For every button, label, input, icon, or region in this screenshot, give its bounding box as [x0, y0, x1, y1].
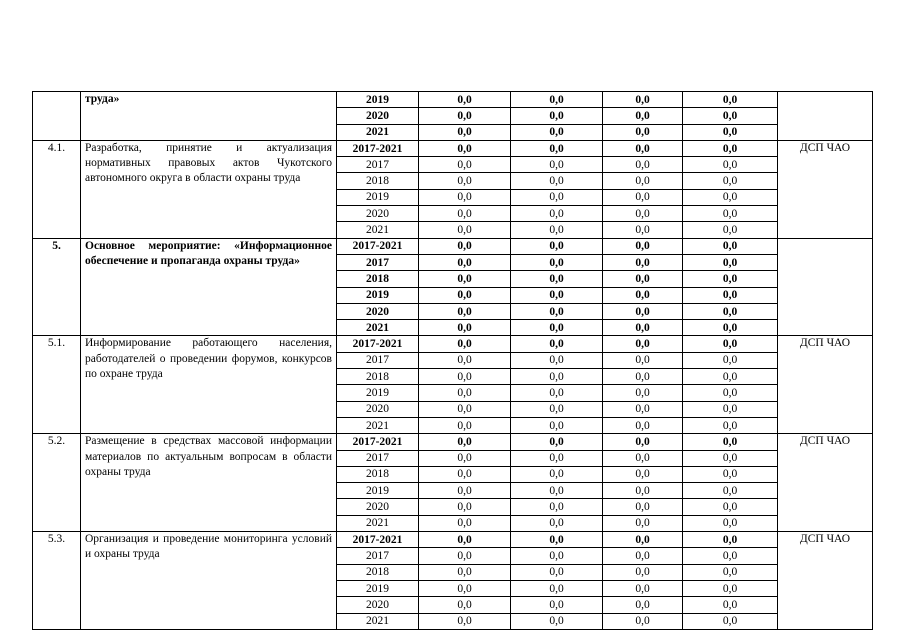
value-cell: 0,0: [603, 369, 683, 385]
year-cell: 2020: [337, 303, 419, 319]
year-cell: 2018: [337, 173, 419, 189]
value-cell: 0,0: [603, 515, 683, 531]
value-cell: 0,0: [683, 140, 778, 156]
value-cell: 0,0: [603, 157, 683, 173]
value-cell: 0,0: [419, 417, 511, 433]
value-cell: 0,0: [511, 613, 603, 629]
value-cell: 0,0: [419, 206, 511, 222]
executor-cell: [778, 238, 873, 336]
year-cell: 2018: [337, 271, 419, 287]
value-cell: 0,0: [683, 369, 778, 385]
value-cell: 0,0: [419, 173, 511, 189]
value-cell: 0,0: [419, 483, 511, 499]
year-cell: 2017: [337, 450, 419, 466]
value-cell: 0,0: [511, 108, 603, 124]
value-cell: 0,0: [419, 124, 511, 140]
value-cell: 0,0: [683, 532, 778, 548]
value-cell: 0,0: [419, 385, 511, 401]
year-cell: 2019: [337, 189, 419, 205]
year-cell: 2021: [337, 613, 419, 629]
value-cell: 0,0: [419, 466, 511, 482]
value-cell: 0,0: [511, 140, 603, 156]
value-cell: 0,0: [419, 238, 511, 254]
value-cell: 0,0: [419, 515, 511, 531]
value-cell: 0,0: [419, 434, 511, 450]
executor-cell: ДСП ЧАО: [778, 434, 873, 532]
value-cell: 0,0: [511, 483, 603, 499]
year-cell: 2019: [337, 385, 419, 401]
value-cell: 0,0: [603, 483, 683, 499]
value-cell: 0,0: [511, 450, 603, 466]
value-cell: 0,0: [511, 336, 603, 352]
value-cell: 0,0: [603, 385, 683, 401]
value-cell: 0,0: [511, 303, 603, 319]
value-cell: 0,0: [683, 385, 778, 401]
value-cell: 0,0: [603, 303, 683, 319]
value-cell: 0,0: [683, 336, 778, 352]
item-number: 5.3.: [33, 532, 81, 630]
table-row: [33, 92, 873, 108]
value-cell: 0,0: [603, 352, 683, 368]
value-cell: 0,0: [603, 254, 683, 270]
value-cell: 0,0: [603, 206, 683, 222]
value-cell: 0,0: [683, 450, 778, 466]
value-cell: 0,0: [683, 466, 778, 482]
value-cell: 0,0: [683, 287, 778, 303]
executor-cell: ДСП ЧАО: [778, 140, 873, 238]
year-cell: 2018: [337, 369, 419, 385]
year-cell: 2021: [337, 417, 419, 433]
value-cell: 0,0: [511, 189, 603, 205]
value-cell: 0,0: [683, 613, 778, 629]
value-cell: 0,0: [419, 157, 511, 173]
value-cell: 0,0: [603, 613, 683, 629]
year-cell: 2018: [337, 564, 419, 580]
value-cell: 0,0: [683, 597, 778, 613]
value-cell: 0,0: [511, 352, 603, 368]
year-cell: 2019: [337, 287, 419, 303]
value-cell: 0,0: [419, 303, 511, 319]
value-cell: 0,0: [419, 254, 511, 270]
year-cell: 2021: [337, 124, 419, 140]
table-row: [33, 532, 873, 548]
value-cell: 0,0: [419, 499, 511, 515]
value-cell: 0,0: [603, 92, 683, 108]
value-cell: 0,0: [511, 401, 603, 417]
item-name: труда»: [81, 92, 337, 141]
value-cell: 0,0: [683, 238, 778, 254]
value-cell: 0,0: [603, 597, 683, 613]
value-cell: 0,0: [603, 580, 683, 596]
table-row: [33, 238, 873, 254]
value-cell: 0,0: [511, 287, 603, 303]
value-cell: 0,0: [511, 238, 603, 254]
value-cell: 0,0: [419, 108, 511, 124]
value-cell: 0,0: [683, 483, 778, 499]
value-cell: 0,0: [683, 108, 778, 124]
value-cell: 0,0: [419, 222, 511, 238]
year-cell: 2018: [337, 466, 419, 482]
value-cell: 0,0: [603, 222, 683, 238]
year-cell: 2017-2021: [337, 336, 419, 352]
value-cell: 0,0: [683, 580, 778, 596]
value-cell: 0,0: [683, 157, 778, 173]
value-cell: 0,0: [511, 417, 603, 433]
value-cell: 0,0: [511, 515, 603, 531]
value-cell: 0,0: [419, 613, 511, 629]
value-cell: 0,0: [511, 124, 603, 140]
year-cell: 2020: [337, 401, 419, 417]
year-cell: 2017-2021: [337, 532, 419, 548]
item-number: 4.1.: [33, 140, 81, 238]
year-cell: 2017-2021: [337, 140, 419, 156]
value-cell: 0,0: [511, 385, 603, 401]
value-cell: 0,0: [603, 532, 683, 548]
year-cell: 2017: [337, 157, 419, 173]
value-cell: 0,0: [511, 580, 603, 596]
table-body: [33, 92, 873, 630]
item-name: Разработка, принятие и актуализация нормативных правовых актов Чукотского автономного округа в области охраны труда: [81, 140, 337, 238]
value-cell: 0,0: [603, 564, 683, 580]
value-cell: 0,0: [683, 189, 778, 205]
value-cell: 0,0: [603, 108, 683, 124]
value-cell: 0,0: [683, 515, 778, 531]
item-name: Основное мероприятие: «Информационное обеспечение и пропаганда охраны труда»: [81, 238, 337, 336]
year-cell: 2020: [337, 206, 419, 222]
value-cell: 0,0: [603, 124, 683, 140]
value-cell: 0,0: [511, 597, 603, 613]
value-cell: 0,0: [511, 254, 603, 270]
value-cell: 0,0: [419, 336, 511, 352]
value-cell: 0,0: [419, 532, 511, 548]
executor-cell: ДСП ЧАО: [778, 532, 873, 630]
value-cell: 0,0: [511, 92, 603, 108]
value-cell: 0,0: [603, 450, 683, 466]
value-cell: 0,0: [683, 303, 778, 319]
value-cell: 0,0: [511, 173, 603, 189]
value-cell: 0,0: [511, 320, 603, 336]
value-cell: 0,0: [603, 466, 683, 482]
year-cell: 2021: [337, 320, 419, 336]
value-cell: 0,0: [683, 320, 778, 336]
value-cell: 0,0: [419, 580, 511, 596]
value-cell: 0,0: [683, 222, 778, 238]
executor-cell: [778, 92, 873, 141]
value-cell: 0,0: [511, 271, 603, 287]
value-cell: 0,0: [511, 434, 603, 450]
year-cell: 2020: [337, 108, 419, 124]
value-cell: 0,0: [419, 369, 511, 385]
table-row: [33, 434, 873, 450]
value-cell: 0,0: [683, 92, 778, 108]
value-cell: 0,0: [419, 352, 511, 368]
year-cell: 2017: [337, 548, 419, 564]
value-cell: 0,0: [419, 450, 511, 466]
value-cell: 0,0: [603, 287, 683, 303]
value-cell: 0,0: [419, 189, 511, 205]
value-cell: 0,0: [683, 173, 778, 189]
value-cell: 0,0: [419, 92, 511, 108]
value-cell: 0,0: [603, 417, 683, 433]
value-cell: 0,0: [603, 548, 683, 564]
value-cell: 0,0: [511, 466, 603, 482]
year-cell: 2017-2021: [337, 238, 419, 254]
table-row: [33, 140, 873, 156]
table-row: [33, 336, 873, 352]
value-cell: 0,0: [603, 401, 683, 417]
value-cell: 0,0: [511, 206, 603, 222]
item-number: [33, 92, 81, 141]
value-cell: 0,0: [603, 336, 683, 352]
item-number: 5.: [33, 238, 81, 336]
value-cell: 0,0: [511, 548, 603, 564]
item-number: 5.1.: [33, 336, 81, 434]
value-cell: 0,0: [511, 564, 603, 580]
year-cell: 2017: [337, 352, 419, 368]
value-cell: 0,0: [603, 238, 683, 254]
year-cell: 2021: [337, 222, 419, 238]
value-cell: 0,0: [683, 548, 778, 564]
value-cell: 0,0: [683, 564, 778, 580]
value-cell: 0,0: [419, 271, 511, 287]
value-cell: 0,0: [603, 140, 683, 156]
item-number: 5.2.: [33, 434, 81, 532]
year-cell: 2021: [337, 515, 419, 531]
program-funding-table: [32, 91, 873, 630]
year-cell: 2020: [337, 597, 419, 613]
value-cell: 0,0: [683, 401, 778, 417]
value-cell: 0,0: [683, 352, 778, 368]
value-cell: 0,0: [511, 222, 603, 238]
year-cell: 2020: [337, 499, 419, 515]
value-cell: 0,0: [683, 271, 778, 287]
value-cell: 0,0: [419, 140, 511, 156]
value-cell: 0,0: [683, 499, 778, 515]
value-cell: 0,0: [419, 287, 511, 303]
year-cell: 2019: [337, 92, 419, 108]
value-cell: 0,0: [603, 173, 683, 189]
year-cell: 2019: [337, 483, 419, 499]
value-cell: 0,0: [419, 401, 511, 417]
value-cell: 0,0: [603, 320, 683, 336]
value-cell: 0,0: [419, 320, 511, 336]
value-cell: 0,0: [511, 532, 603, 548]
value-cell: 0,0: [511, 157, 603, 173]
value-cell: 0,0: [511, 369, 603, 385]
value-cell: 0,0: [603, 271, 683, 287]
year-cell: 2017-2021: [337, 434, 419, 450]
value-cell: 0,0: [511, 499, 603, 515]
value-cell: 0,0: [603, 434, 683, 450]
value-cell: 0,0: [419, 548, 511, 564]
year-cell: 2017: [337, 254, 419, 270]
year-cell: 2019: [337, 580, 419, 596]
value-cell: 0,0: [683, 417, 778, 433]
executor-cell: ДСП ЧАО: [778, 336, 873, 434]
item-name: Организация и проведение мониторинга условий и охраны труда: [81, 532, 337, 630]
value-cell: 0,0: [419, 564, 511, 580]
value-cell: 0,0: [603, 189, 683, 205]
value-cell: 0,0: [683, 206, 778, 222]
value-cell: 0,0: [683, 434, 778, 450]
value-cell: 0,0: [419, 597, 511, 613]
value-cell: 0,0: [603, 499, 683, 515]
value-cell: 0,0: [683, 254, 778, 270]
item-name: Информирование работающего населения, работодателей о проведении форумов, конкурсов по охране труда: [81, 336, 337, 434]
item-name: Размещение в средствах массовой информации материалов по актуальным вопросам в области охраны труда: [81, 434, 337, 532]
value-cell: 0,0: [683, 124, 778, 140]
